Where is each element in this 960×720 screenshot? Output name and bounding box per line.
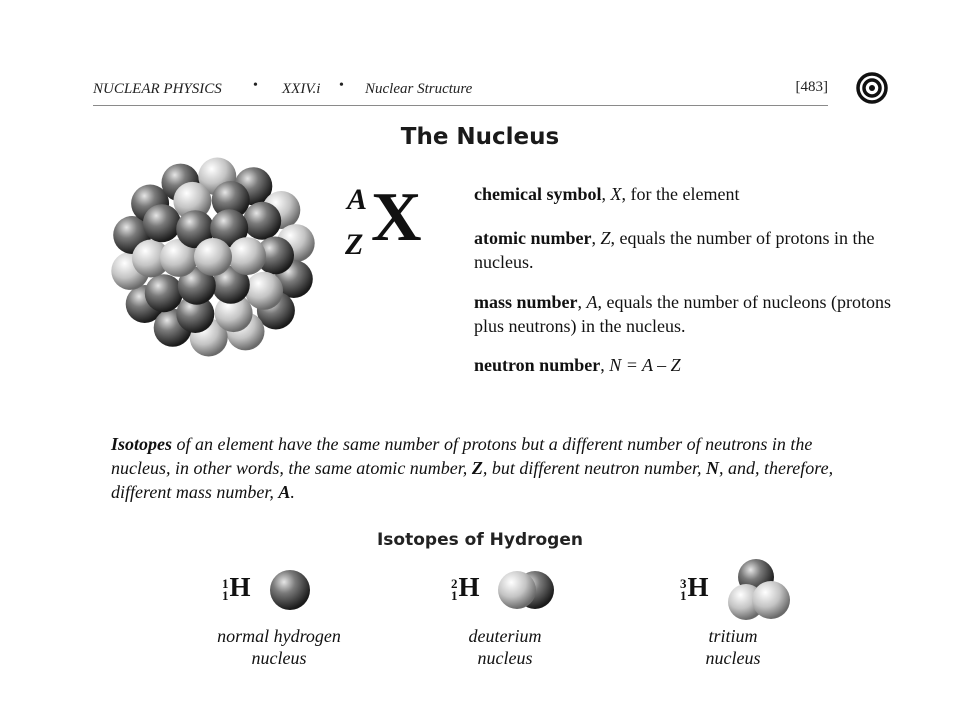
element-symbol: X — [371, 179, 422, 256]
atomic-number-symbol: Z — [345, 228, 364, 261]
tritium-symbol: 3 1H — [680, 572, 709, 603]
nucleon-sphere — [194, 238, 232, 276]
deuterium-symbol: 2 1H — [451, 572, 480, 603]
nucleon-sphere — [245, 272, 283, 310]
mass-number-symbol: A — [347, 183, 368, 216]
hydrogen-symbol: 1 1H — [222, 572, 251, 603]
header-topic: Nuclear Structure — [365, 81, 473, 97]
nucleon-sphere — [145, 274, 183, 312]
target-icon[interactable] — [856, 72, 888, 104]
nucleon-cluster — [111, 158, 314, 357]
proton-sphere — [267, 567, 313, 613]
tritium-caption: tritium nucleus — [705, 626, 761, 668]
header-separator: • — [339, 78, 344, 93]
tritium-nucleus-spheres — [723, 556, 793, 624]
nucleon-sphere — [143, 204, 181, 242]
definition-chemical-symbol: chemical symbol, X, for the element — [474, 184, 740, 204]
isotopes-paragraph: Isotopes of an element have the same number of protons but a different number of neutrons in the nucleus, in other words, the same atomic number, Z, but different neutron number, N, and, therefore, different mass number, A. — [111, 434, 834, 502]
page-header — [93, 79, 828, 106]
definition-neutron-number: neutron number, N = A – Z — [474, 355, 681, 375]
hydrogen-caption: normal hydrogen nucleus — [217, 626, 341, 668]
nucleon-sphere — [228, 237, 266, 275]
definition-mass-number: mass number, A, equals the number of nucleons (protons plus neutrons) in the nucleus. — [474, 292, 891, 336]
definition-atomic-number: atomic number, Z, equals the number of protons in the nucleus. — [474, 228, 875, 272]
header-section: NUCLEAR PHYSICS — [93, 81, 222, 97]
nucleon-sphere — [243, 202, 281, 240]
page-number: [483] — [795, 79, 828, 95]
page-title: The Nucleus — [400, 124, 560, 150]
deuterium-nucleus-spheres — [495, 566, 559, 614]
isotopes-title: Isotopes of Hydrogen — [376, 530, 583, 550]
nucleus-illustration — [108, 152, 318, 362]
header-separator: • — [253, 78, 258, 93]
header-chapter: XXIV.i — [282, 81, 321, 97]
deuterium-caption: deuterium nucleus — [468, 626, 542, 668]
